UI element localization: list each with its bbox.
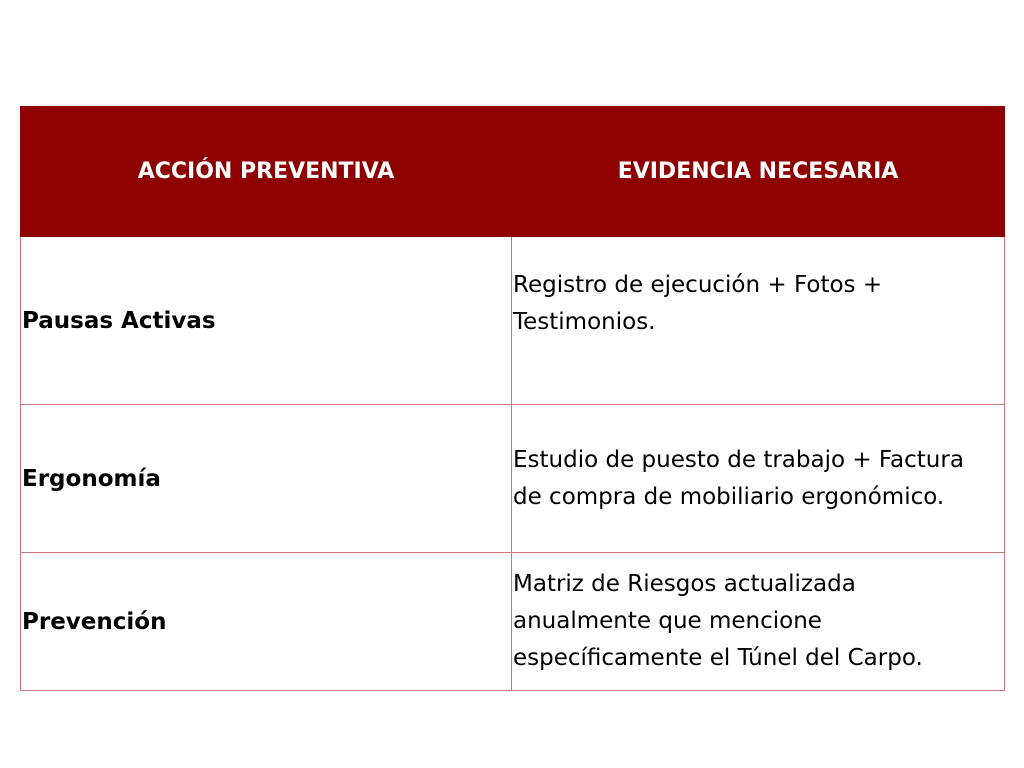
- evidence-cell: Registro de ejecución + Fotos + Testimonios.: [512, 237, 1005, 405]
- table-header-row: [21, 107, 1005, 237]
- evidence-cell: Matriz de Riesgos actualizada anualmente que mencione específicamente el Túnel del Carpo.: [512, 553, 1005, 691]
- evidence-cell: Estudio de puesto de trabajo + Factura de compra de mobiliario ergonómico.: [512, 405, 1005, 553]
- action-cell: Ergonomía: [21, 405, 512, 553]
- preventive-actions-table: [20, 106, 1005, 691]
- header-accion-preventiva: ACCIÓN PREVENTIVA: [21, 107, 512, 237]
- table-row: [21, 237, 1005, 405]
- table-row: [21, 553, 1005, 691]
- action-cell: Pausas Activas: [21, 237, 512, 405]
- action-cell: Prevención: [21, 553, 512, 691]
- table-row: [21, 405, 1005, 553]
- header-evidencia-necesaria: EVIDENCIA NECESARIA: [512, 107, 1005, 237]
